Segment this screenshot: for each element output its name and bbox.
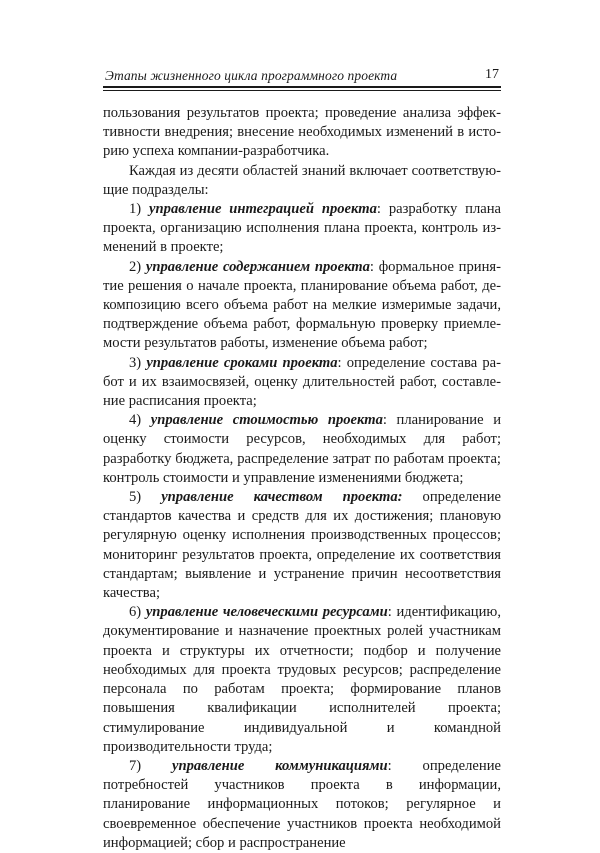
item-term: управление сроками проекта <box>146 354 338 371</box>
item-term: управление интеграцией проекта <box>149 201 377 218</box>
item-text: : идентификацию, документирование и назначение проектных ролей участникам проекта и структуры их отчетности; подбор и получение необходимых для проекта трудовых ресурсов; распределение персонала по работам проекта; формирование планов повышения квалификации исполнителей проекта; стимулирование индивидуальной и командной производительности труда; <box>103 604 501 755</box>
header-rule-thick <box>103 86 501 88</box>
item-term: управление качеством проекта: <box>161 489 403 506</box>
list-item-1 <box>103 200 501 258</box>
item-term: управление стоимостью проекта <box>150 412 383 429</box>
item-text: определение стандартов качества и средств для их достижения; плановую регулярную оценку исполнения производственных процессов; мониторинг результатов проекта, определение их соответствия стандартам; выявление и устранение причин несоответствия качества; <box>103 489 501 602</box>
list-item-6 <box>103 603 501 757</box>
list-item-4 <box>103 411 501 488</box>
running-title: Этапы жизненного цикла программного проекта <box>105 68 398 83</box>
item-term: управление содержанием проекта <box>145 258 370 275</box>
page-number: 17 <box>485 67 499 82</box>
paragraph-continuation: пользования результатов проекта; проведение анализа эффективности внедрения; внесение необходимых изменений в историю успеха компании-разработчика. <box>103 105 501 160</box>
body-text <box>103 104 501 853</box>
page-header <box>103 62 501 88</box>
list-item-7 <box>103 757 501 853</box>
item-number: 2) <box>129 258 146 275</box>
paragraph-intro: Каждая из десяти областей знаний включает соответствующие подразделы: <box>103 162 501 198</box>
header-rule-thin <box>103 90 501 91</box>
item-text: : определение состава работ и их взаимосвязей, оценку длительностей работ, составление расписания проекта; <box>103 354 501 410</box>
item-text: : формальное принятие решения о начале проекта, планирование объема работ, декомпозицию всего объема работ на мелкие измеримые задачи, подтверждение объема работ, формальную проверку приемлемости результатов работы, изменение объема работ; <box>103 258 501 352</box>
item-text: : определение потребностей участников проекта в информации, планирование информационных потоков; регулярное и своевременное обеспечение участников проекта необходимой информацией; сбор и распространение <box>103 757 501 851</box>
item-term: управление человеческими ресурсами <box>145 604 388 621</box>
item-number: 6) <box>129 604 146 621</box>
item-text: : планирование и оценку стоимости ресурсов, необходимых для работ; разработку бюджета, распределение затрат по работам проекта; контроль стоимости и управление изменениями бюджета; <box>103 412 501 486</box>
item-term: управление коммуникациями <box>171 757 388 774</box>
list-item-3 <box>103 354 501 412</box>
item-text: : разработку плана проекта, организацию исполнения плана проекта, контроль изменений в проекте; <box>103 201 501 256</box>
item-number: 3) <box>129 354 147 371</box>
list-item-5 <box>103 488 501 603</box>
item-number: 4) <box>129 412 151 429</box>
item-number: 7) <box>129 757 172 774</box>
item-number: 5) <box>129 489 162 506</box>
list-item-2 <box>103 258 501 354</box>
item-number: 1) <box>129 201 150 218</box>
